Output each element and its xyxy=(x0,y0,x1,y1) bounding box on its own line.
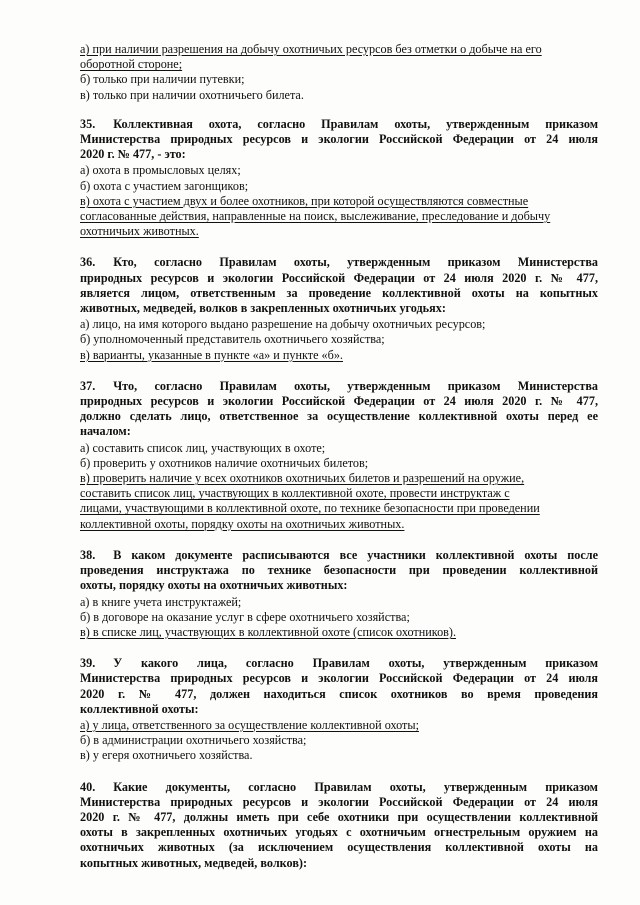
question-block xyxy=(80,656,598,763)
question-line: 2020 г. № 477, должен находиться список охотников во время проведения xyxy=(80,686,598,701)
question-line: Министерства природных ресурсов и экологии Российской Федерации от 24 июля xyxy=(80,132,598,147)
answer-option-line: в) охота с участием двух и более охотников, при которой осуществляются совместные xyxy=(80,193,529,208)
question-line: природных ресурсов и экологии Российской Федерации от 24 июля 2020 г. № 477, xyxy=(80,270,598,285)
answer-option xyxy=(80,456,598,471)
answer-option-line: согласованные действия, направленные на поиск, выслеживание, преследование и добычу xyxy=(80,209,551,224)
answer-option xyxy=(80,163,598,178)
question-block xyxy=(80,379,598,532)
question-line: копытных животных, медведей, волков): xyxy=(80,855,308,870)
answer-option xyxy=(80,72,598,87)
question-line: Министерства природных ресурсов и экологии Российской Федерации от 24 июля xyxy=(80,671,598,686)
question-line: животных, медведей, волков в закрепленных охотничьих угодьях: xyxy=(80,301,446,316)
question-number: 36. xyxy=(80,255,96,270)
answer-options xyxy=(80,595,598,641)
question-text xyxy=(80,548,598,594)
question-text xyxy=(80,255,598,316)
answer-option-line: б) проверить у охотников наличие охотничьих билетов; xyxy=(80,455,369,470)
question-number: 40. xyxy=(80,779,96,794)
question-line: 2020 г. № 477, должны иметь при себе охотники при осуществлении коллективной xyxy=(80,809,598,824)
answer-option xyxy=(80,718,598,733)
answer-options xyxy=(80,718,598,764)
answer-option xyxy=(80,471,598,532)
answer-option xyxy=(80,317,598,332)
question-line: охоты, порядку охоты на охотничьих животных: xyxy=(80,578,348,593)
question-block xyxy=(80,255,598,362)
answer-option xyxy=(80,610,598,625)
answer-option-line: в) у егеря охотничьего хозяйства. xyxy=(80,748,253,763)
answer-option-line: а) лицо, на имя которого выдано разрешение на добычу охотничьих ресурсов; xyxy=(80,317,486,332)
question-line: является лицом, ответственным за проведение коллективной охоты на копытных xyxy=(80,285,598,300)
answer-option-line: в) варианты, указанные в пункте «а» и пункте «б». xyxy=(80,347,343,362)
answer-option-line: в) проверить наличие у всех охотников охотничьих билетов и разрешений на оружие, xyxy=(80,471,525,486)
question-line: проведения инструктажа по технике безопасности при проведении коллективной xyxy=(80,563,598,578)
answer-option-line: охотничьих животных. xyxy=(80,224,199,239)
question-line: природных ресурсов и экологии Российской Федерации от 24 июля 2020 г. № 477, xyxy=(80,394,598,409)
answer-option xyxy=(80,42,598,72)
answer-option-line: б) в администрации охотничьего хозяйства; xyxy=(80,733,307,748)
answer-option xyxy=(80,194,598,240)
answer-option xyxy=(80,332,598,347)
question-text xyxy=(80,379,598,440)
answer-option-line: б) в договоре на оказание услуг в сфере охотничьего хозяйства; xyxy=(80,609,410,624)
answer-option-line: б) уполномоченный представитель охотничьего хозяйства; xyxy=(80,332,385,347)
answer-option-line: а) в книге учета инструктажей; xyxy=(80,594,242,609)
question-block xyxy=(80,548,598,640)
answer-option xyxy=(80,733,598,748)
question-line: охоты в закрепленных охотничьих угодьях с охотничьим огнестрельным оружием на xyxy=(80,825,598,840)
answer-option-line: составить список лиц, участвующих в коллективной охоте, провести инструктаж с xyxy=(80,486,510,501)
answer-option-line: б) охота с участием загонщиков; xyxy=(80,178,249,193)
question-number: 35. xyxy=(80,116,96,131)
question-line: охотничьих животных (за исключением осуществления коллективной охоты на xyxy=(80,840,598,855)
previous-question-options xyxy=(80,42,598,103)
question-line: Какие документы, согласно Правилам охоты, утвержденным приказом xyxy=(113,779,598,794)
answer-options xyxy=(80,163,598,239)
question-line: У какого лица, согласно Правилам охоты, утвержденным приказом xyxy=(113,656,598,671)
question-number: 39. xyxy=(80,656,96,671)
question-number: 37. xyxy=(80,378,96,393)
answer-option xyxy=(80,179,598,194)
question-line: должно сделать лицо, ответственное за осуществление коллективной охоты перед ее xyxy=(80,409,598,424)
question-line: коллективной охоты: xyxy=(80,701,199,716)
answer-option-line: лицами, участвующими в коллективной охоте, по технике безопасности при проведении xyxy=(80,501,540,516)
answer-option xyxy=(80,88,598,103)
question-line: Министерства природных ресурсов и экологии Российской Федерации от 24 июля xyxy=(80,794,598,809)
question-text xyxy=(80,117,598,163)
answer-option xyxy=(80,595,598,610)
question-number: 38. xyxy=(80,547,96,562)
answer-option-line: коллективной охоты, порядку охоты на охотничьих животных. xyxy=(80,516,405,531)
answer-option-line: а) у лица, ответственного за осуществление коллективной охоты; xyxy=(80,717,419,732)
answer-option-line: б) только при наличии путевки; xyxy=(80,72,245,87)
answer-option xyxy=(80,441,598,456)
question-line: началом: xyxy=(80,424,131,439)
question-line: 2020 г. № 477, - это: xyxy=(80,147,186,162)
answer-option-line: в) только при наличии охотничьего билета. xyxy=(80,87,304,102)
answer-option-line: оборотной стороне; xyxy=(80,57,183,72)
answer-option-line: а) охота в промысловых целях; xyxy=(80,163,241,178)
question-text xyxy=(80,780,598,871)
answer-options xyxy=(80,317,598,363)
answer-option xyxy=(80,625,598,640)
question-block xyxy=(80,117,598,240)
answer-option-line: а) составить список лиц, участвующих в охоте; xyxy=(80,440,326,455)
question-line: Коллективная охота, согласно Правилам охоты, утвержденным приказом xyxy=(113,116,598,131)
question-block xyxy=(80,780,598,871)
answer-option-line: в) в списке лиц, участвующих в коллективной охоте (список охотников). xyxy=(80,624,457,639)
question-line: Кто, согласно Правилам охоты, утвержденным приказом Министерства xyxy=(113,255,598,270)
question-line: В каком документе расписываются все участники коллективной охоты после xyxy=(113,547,598,562)
answer-options xyxy=(80,441,598,532)
answer-option-line: а) при наличии разрешения на добычу охотничьих ресурсов без отметки о добыче на его xyxy=(80,42,542,56)
question-line: Что, согласно Правилам охоты, утвержденным приказом Министерства xyxy=(113,378,598,393)
answer-option xyxy=(80,748,598,763)
question-text xyxy=(80,656,598,717)
answer-option xyxy=(80,348,598,363)
